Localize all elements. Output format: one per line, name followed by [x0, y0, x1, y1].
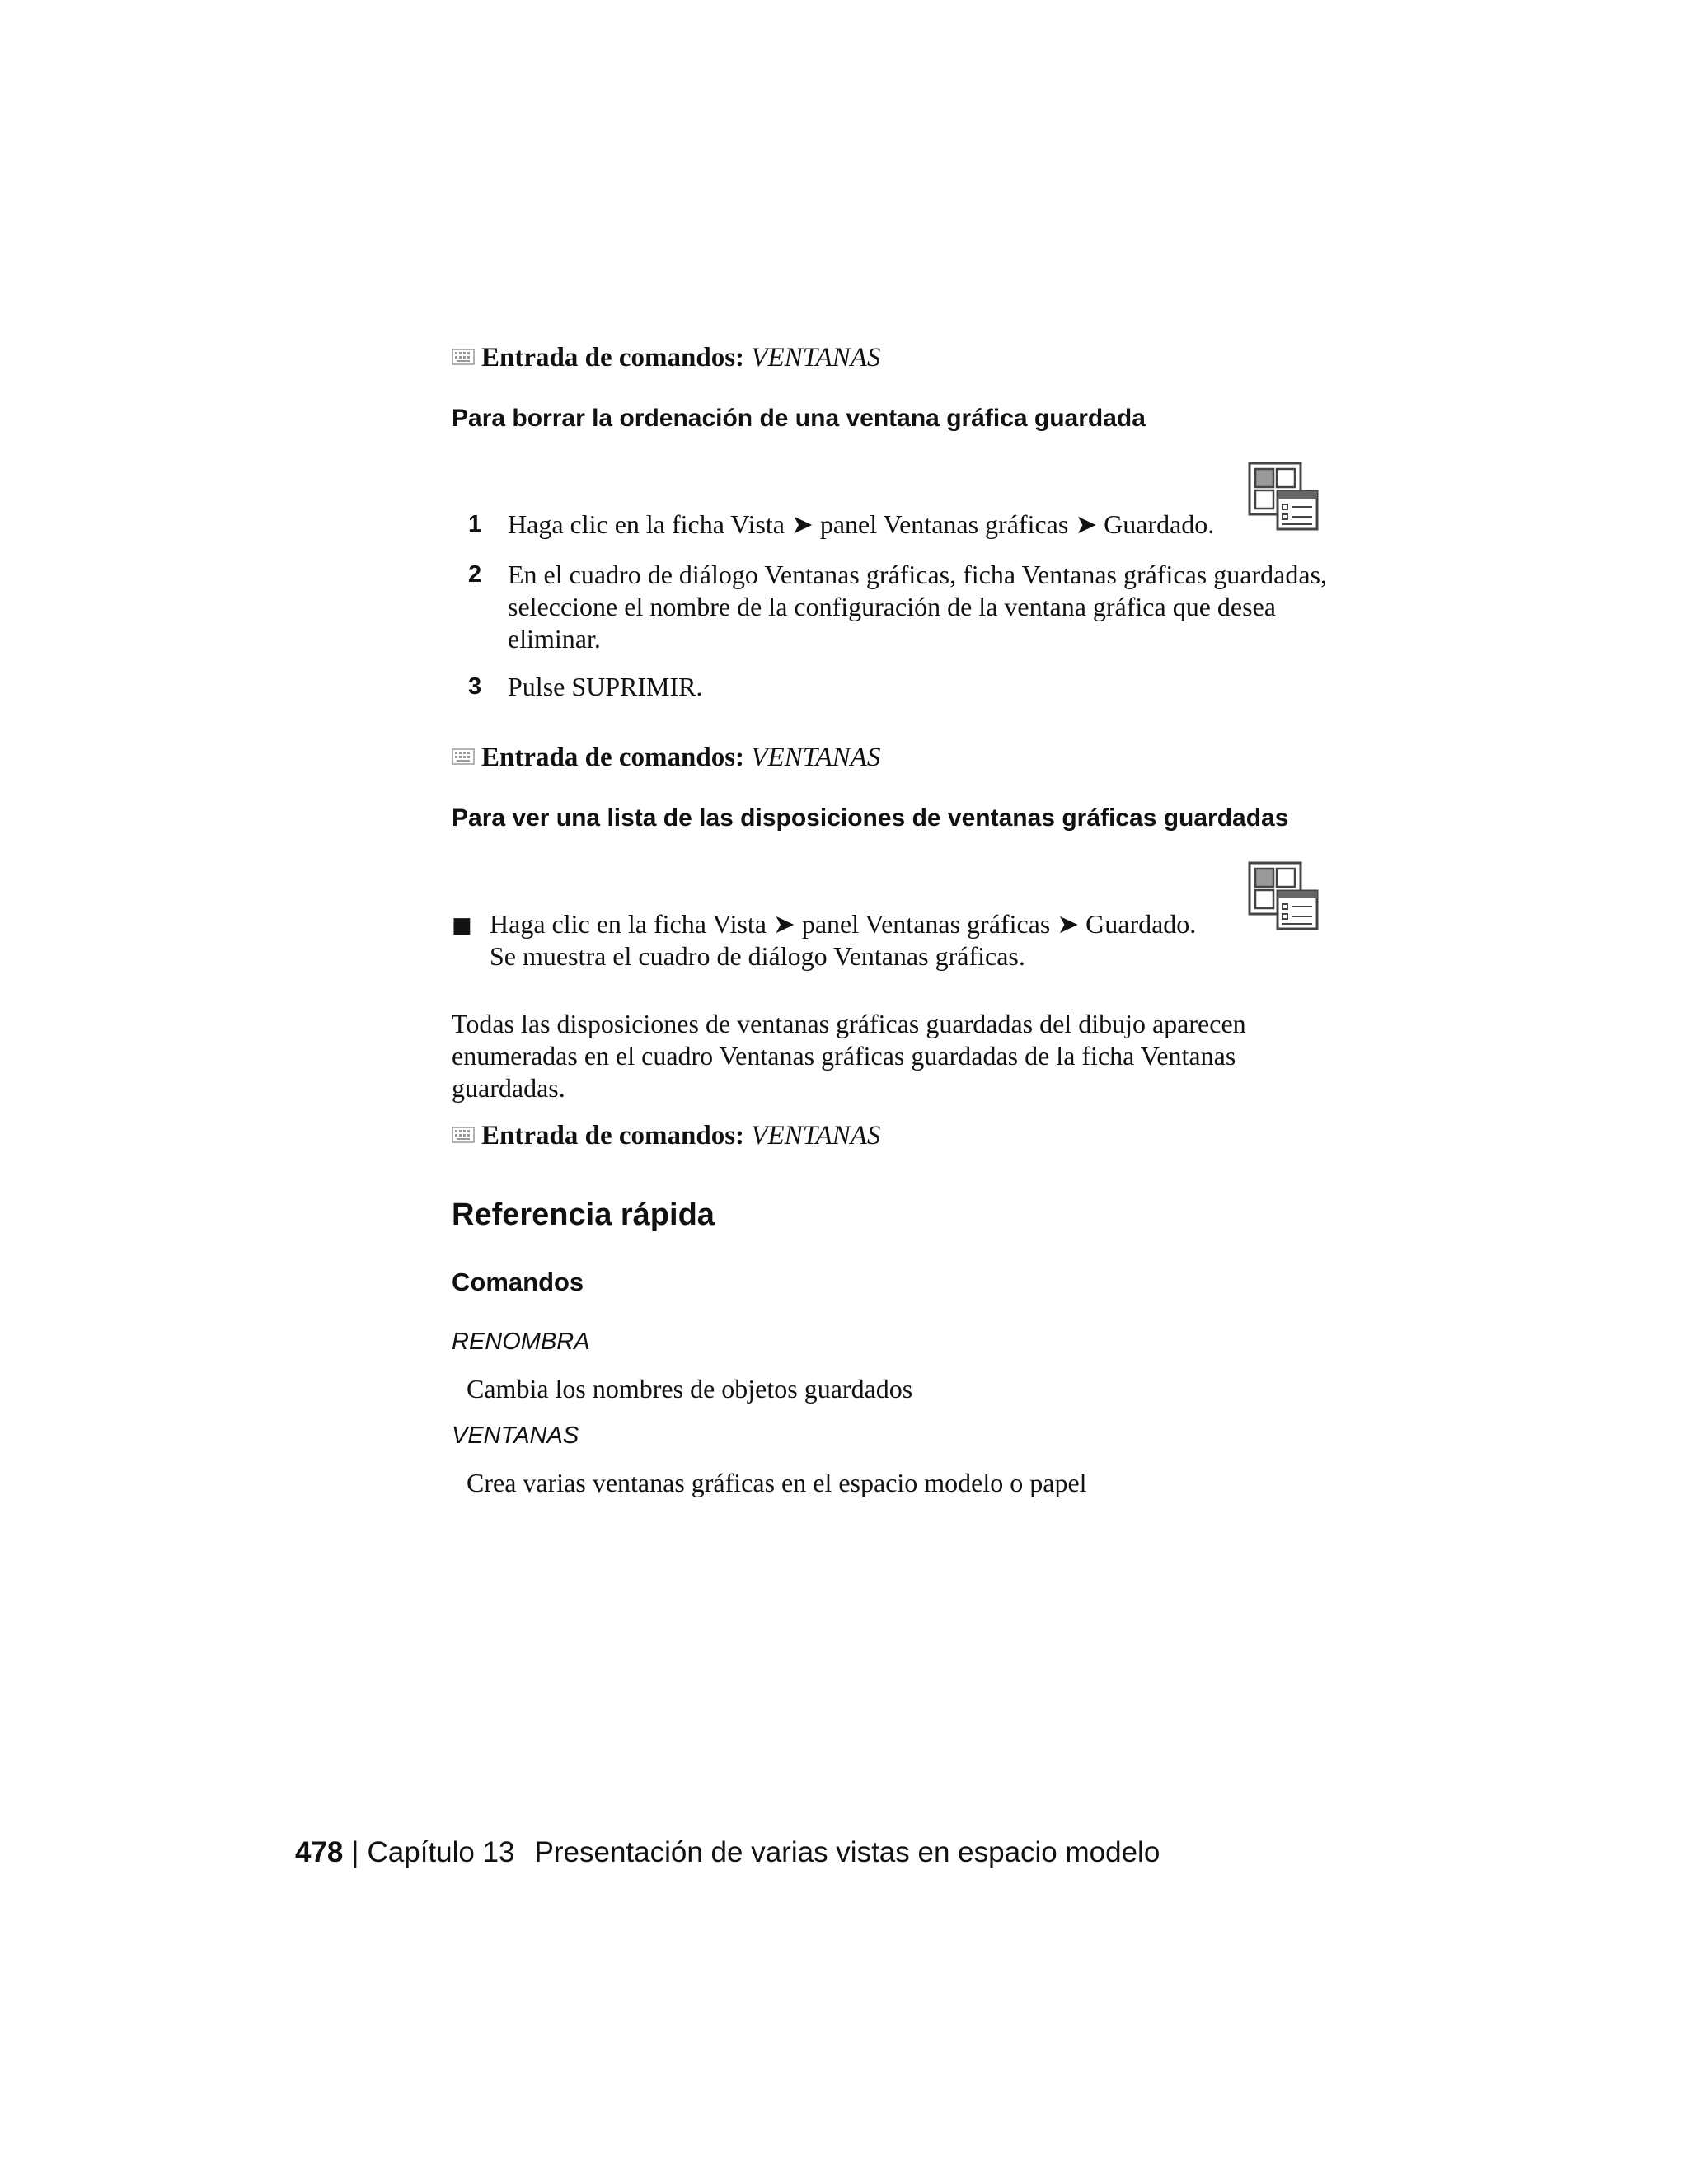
command-description: Cambia los nombres de objetos guardados — [467, 1374, 913, 1404]
keyboard-icon — [452, 1118, 475, 1151]
command-name: VENTANAS — [452, 1422, 579, 1449]
keyboard-icon — [452, 340, 475, 373]
command-description: Crea varias ventanas gráficas en el espacio modelo o papel — [467, 1468, 1087, 1497]
step-text: Pulse SUPRIMIR. — [508, 672, 703, 701]
page-number: 478 — [295, 1836, 344, 1868]
bullet-result: Se muestra el cuadro de diálogo Ventanas gráficas. — [490, 941, 1025, 971]
command-entry-label: Entrada de comandos: — [481, 1121, 745, 1151]
step-number: 2 — [468, 561, 482, 588]
subsection-heading: Comandos — [452, 1268, 584, 1296]
bullet-icon: ■ — [452, 913, 472, 938]
page-footer — [295, 1835, 1160, 1871]
paragraph: Todas las disposiciones de ventanas gráficas guardadas del dibujo aparecen enumeradas en el cuadro Ventanas gráficas guardadas de la ficha Ventanas guardadas. — [452, 1009, 1246, 1103]
step-text: En el cuadro de diálogo Ventanas gráficas, ficha Ventanas gráficas guardadas, seleccione el nombre de la configuración de la ventana gráfica que desea eliminar. — [508, 560, 1327, 654]
command-entry-value: VENTANAS — [751, 343, 881, 373]
command-entry-2 — [452, 741, 1358, 774]
command-name: RENOMBRA — [452, 1329, 590, 1355]
command-entry-value: VENTANAS — [751, 743, 881, 772]
command-entry-1 — [452, 341, 1358, 374]
list-item — [468, 559, 1375, 658]
list-item — [452, 908, 1358, 974]
list-item — [468, 671, 1375, 704]
procedure-title-delete: Para borrar la ordenación de una ventana gráfica guardada — [452, 405, 1146, 432]
step-number: 3 — [468, 673, 482, 700]
keyboard-icon — [452, 740, 475, 773]
step-text: Haga clic en la ficha Vista ➤ panel Ventanas gráficas ➤ Guardado. — [508, 509, 1215, 539]
procedure-title-list: Para ver una lista de las disposiciones de ventanas gráficas guardadas — [452, 804, 1289, 832]
command-entry-label: Entrada de comandos: — [481, 343, 745, 373]
step-number: 1 — [468, 511, 482, 537]
bullet-step: Haga clic en la ficha Vista ➤ panel Ventanas gráficas ➤ Guardado. — [490, 909, 1197, 939]
command-entry-value: VENTANAS — [751, 1121, 881, 1151]
footer-separator: | — [351, 1836, 359, 1868]
list-item — [468, 509, 1375, 541]
chapter-title: Presentación de varias vistas en espacio modelo — [534, 1836, 1160, 1868]
section-heading: Referencia rápida — [452, 1197, 715, 1232]
chapter-label: Capítulo 13 — [367, 1836, 515, 1868]
command-entry-label: Entrada de comandos: — [481, 743, 745, 772]
bullet-text — [490, 908, 1355, 972]
command-entry-3 — [452, 1119, 1358, 1152]
